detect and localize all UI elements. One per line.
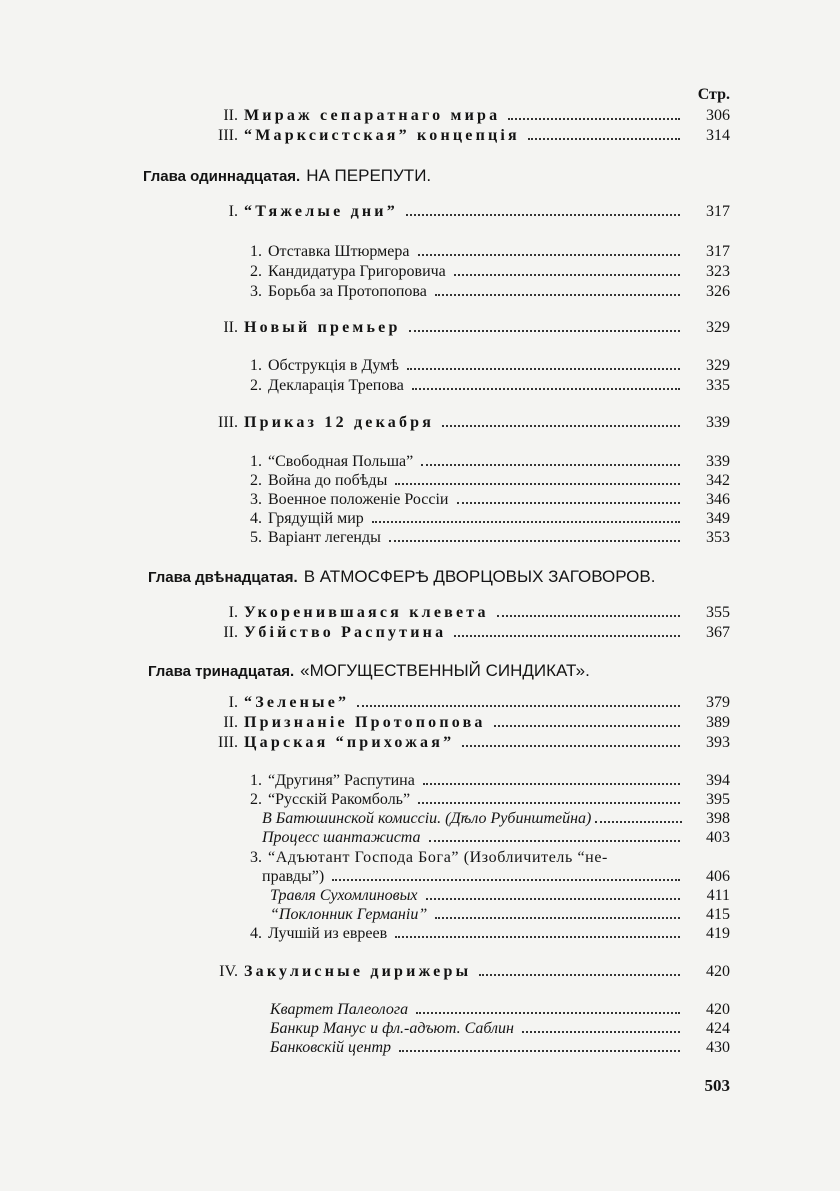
dot-leader — [442, 425, 680, 427]
toc-entry — [160, 693, 730, 713]
entry-number: II. — [223, 714, 238, 731]
toc-subentry — [230, 528, 730, 548]
entry-title: Война до побѣды — [268, 472, 388, 489]
toc-subentry — [270, 1038, 730, 1058]
entry-title: Варіант легенды — [268, 529, 381, 546]
entry-page: 353 — [706, 529, 730, 546]
toc-subentry — [230, 452, 730, 472]
toc-entry — [160, 126, 730, 146]
entry-number: II. — [223, 107, 238, 124]
entry-title: “Другиня” Распутина — [268, 772, 415, 789]
entry-title: Декларація Трепова — [268, 377, 404, 394]
chapter-title: «МОГУЩЕСТВЕННЫЙ СИНДИКАТ». — [300, 661, 590, 680]
entry-page: 339 — [706, 453, 730, 470]
entry-page: 335 — [706, 377, 730, 394]
page-column-label: Стр. — [697, 86, 730, 103]
entry-page: 317 — [706, 203, 730, 220]
entry-page: 323 — [706, 263, 730, 280]
entry-number: 3. — [250, 491, 262, 508]
toc-subentry — [230, 242, 730, 262]
dot-leader — [454, 274, 680, 276]
toc-subentry — [230, 262, 730, 282]
entry-number: II. — [223, 624, 238, 641]
entry-page: 379 — [706, 694, 730, 711]
entry-page: 314 — [706, 127, 730, 144]
toc-subentry — [270, 1000, 730, 1020]
dot-leader — [407, 368, 680, 370]
entry-page: 406 — [706, 868, 730, 885]
toc-subentry — [270, 1019, 730, 1039]
entry-page: 430 — [706, 1039, 730, 1056]
entry-page: 420 — [706, 963, 730, 980]
toc-subentry — [230, 509, 730, 529]
dot-leader — [457, 502, 681, 504]
entry-number: 4. — [250, 925, 262, 942]
chapter-heading — [143, 166, 431, 187]
entry-page: 424 — [706, 1020, 730, 1037]
toc-subentry — [230, 376, 730, 396]
entry-page: 349 — [706, 510, 730, 527]
dot-leader — [462, 745, 680, 747]
chapter-title: В АТМОСФЕРѢ ДВОРЦОВЫХ ЗАГОВОРОВ. — [303, 567, 656, 586]
entry-page: 419 — [706, 925, 730, 942]
entry-number: 1. — [250, 453, 262, 470]
toc-subentry — [230, 282, 730, 302]
entry-title: Укоренившаяся клевета — [244, 604, 489, 621]
entry-title: Новый премьер — [244, 319, 401, 336]
entry-page: 367 — [706, 624, 730, 641]
dot-leader — [416, 1012, 680, 1014]
dot-leader — [389, 540, 680, 542]
entry-title: Банковскій центр — [270, 1039, 392, 1056]
dot-leader — [454, 635, 680, 637]
chapter-label: Глава одиннадцатая. — [143, 168, 301, 185]
toc-entry — [160, 202, 730, 222]
entry-title: Квартет Палеолога — [270, 1001, 409, 1018]
dot-leader — [497, 615, 680, 617]
entry-title: Грядущій мир — [268, 510, 364, 527]
dot-leader — [412, 388, 680, 390]
entry-page: 411 — [706, 887, 730, 904]
entry-title: Закулисные дирижеры — [244, 963, 472, 980]
toc-subentry — [230, 848, 730, 868]
entry-page: 389 — [706, 714, 730, 731]
entry-page: 393 — [706, 734, 730, 751]
entry-number: II. — [223, 319, 238, 336]
toc-subentry — [270, 905, 730, 925]
entry-page: 342 — [706, 472, 730, 489]
chapter-label: Глава тринадцатая. — [148, 663, 295, 680]
entry-title: “Адъютант Господа Бога” (Изобличитель “не- — [268, 849, 608, 866]
toc-subentry — [230, 790, 730, 810]
dot-leader — [332, 879, 680, 881]
dot-leader — [372, 521, 680, 523]
entry-title: “Тяжелые дни” — [244, 203, 398, 220]
entry-number: 1. — [250, 772, 262, 789]
entry-page: 420 — [706, 1001, 730, 1018]
entry-number: I. — [228, 694, 238, 711]
entry-page: 403 — [706, 829, 730, 846]
toc-entry — [160, 733, 730, 753]
entry-title: “Марксистская” концепція — [244, 127, 520, 144]
dot-leader — [409, 330, 680, 332]
dot-leader — [406, 214, 680, 216]
entry-number: 3. — [250, 283, 262, 300]
entry-page: 346 — [706, 491, 730, 508]
toc-entry — [160, 603, 730, 623]
entry-number: IV. — [219, 963, 238, 980]
toc-subentry — [230, 490, 730, 510]
dot-leader — [595, 821, 682, 823]
toc-subentry — [230, 771, 730, 791]
entry-number: 5. — [250, 529, 262, 546]
toc-subentry — [262, 809, 730, 829]
entry-number: 2. — [250, 263, 262, 280]
dot-leader — [494, 725, 680, 727]
entry-title: Отставка Штюрмера — [268, 243, 410, 260]
entry-page: 394 — [706, 772, 730, 789]
entry-number: III. — [218, 127, 238, 144]
entry-title: “Зеленые” — [244, 694, 350, 711]
dot-leader — [426, 898, 680, 900]
entry-title: Банкир Манус и фл.-адъют. Саблин — [270, 1020, 514, 1037]
dot-leader — [395, 936, 680, 938]
entry-number: I. — [228, 604, 238, 621]
toc-entry — [160, 318, 730, 338]
entry-title: “Свободная Польша” — [268, 453, 414, 470]
chapter-title: НА ПЕРЕПУТИ. — [306, 166, 432, 185]
page-number: 503 — [704, 1076, 730, 1095]
entry-page: 415 — [706, 906, 730, 923]
dot-leader — [528, 138, 680, 140]
dot-leader — [423, 783, 680, 785]
dot-leader — [418, 802, 680, 804]
toc-entry — [160, 713, 730, 733]
entry-number: 2. — [250, 377, 262, 394]
entry-title: Кандидатура Григоровича — [268, 263, 446, 280]
entry-title: Царская “прихожая” — [244, 734, 455, 751]
entry-title: правды”) — [262, 868, 325, 885]
dot-leader — [522, 1031, 680, 1033]
dot-leader — [421, 464, 680, 466]
dot-leader — [395, 483, 680, 485]
entry-title: “Поклонник Германіи” — [270, 906, 428, 923]
toc-subentry — [262, 867, 730, 887]
entry-title: Военное положеніе Россіи — [268, 491, 449, 508]
chapter-label: Глава двѣнадцатая. — [148, 569, 298, 586]
entry-title: Травля Сухомлиновых — [270, 887, 418, 904]
toc-subentry — [230, 471, 730, 491]
entry-number: 2. — [250, 472, 262, 489]
entry-title: Приказ 12 декабря — [244, 414, 435, 431]
dot-leader — [479, 974, 680, 976]
toc-entry — [160, 962, 730, 982]
chapter-heading — [148, 567, 655, 588]
entry-page: 395 — [706, 791, 730, 808]
dot-leader — [508, 118, 680, 120]
entry-page: 355 — [706, 604, 730, 621]
entry-page: 339 — [706, 414, 730, 431]
toc-subentry — [270, 886, 730, 906]
toc-entry — [160, 413, 730, 433]
dot-leader — [399, 1050, 680, 1052]
entry-title: Признаніе Протопопова — [244, 714, 486, 731]
dot-leader — [435, 917, 680, 919]
entry-title: Обструкція в Думѣ — [268, 357, 399, 374]
entry-title: Убійство Распутина — [244, 624, 447, 641]
entry-page: 398 — [706, 810, 730, 827]
entry-title: “Русскій Ракомболь” — [268, 791, 411, 808]
toc-entry — [160, 623, 730, 643]
dot-leader — [435, 294, 680, 296]
entry-number: 1. — [250, 357, 262, 374]
entry-title: Борьба за Протопопова — [268, 283, 427, 300]
entry-number: III. — [218, 414, 238, 431]
entry-title: Процесс шантажиста — [262, 829, 421, 846]
toc-subentry — [230, 356, 730, 376]
entry-page: 329 — [706, 357, 730, 374]
dot-leader — [357, 705, 680, 707]
toc-subentry — [230, 924, 730, 944]
entry-number: 2. — [250, 791, 262, 808]
entry-page: 326 — [706, 283, 730, 300]
dot-leader — [418, 254, 681, 256]
entry-number: I. — [228, 203, 238, 220]
entry-title: Лучшій из евреев — [268, 925, 388, 942]
entry-title: В Батюшинской комиссіи. (Дѣло Рубинштейна) — [262, 810, 592, 827]
entry-page: 306 — [706, 107, 730, 124]
entry-number: 4. — [250, 510, 262, 527]
dot-leader — [429, 840, 680, 842]
entry-page: 329 — [706, 319, 730, 336]
entry-title: Мираж сепаратнаго мира — [244, 107, 501, 124]
toc-subentry — [262, 828, 730, 848]
entry-number: 3. — [250, 849, 262, 866]
chapter-heading — [148, 661, 590, 682]
entry-page: 317 — [706, 243, 730, 260]
entry-number: III. — [218, 734, 238, 751]
entry-number: 1. — [250, 243, 262, 260]
toc-entry — [160, 106, 730, 126]
